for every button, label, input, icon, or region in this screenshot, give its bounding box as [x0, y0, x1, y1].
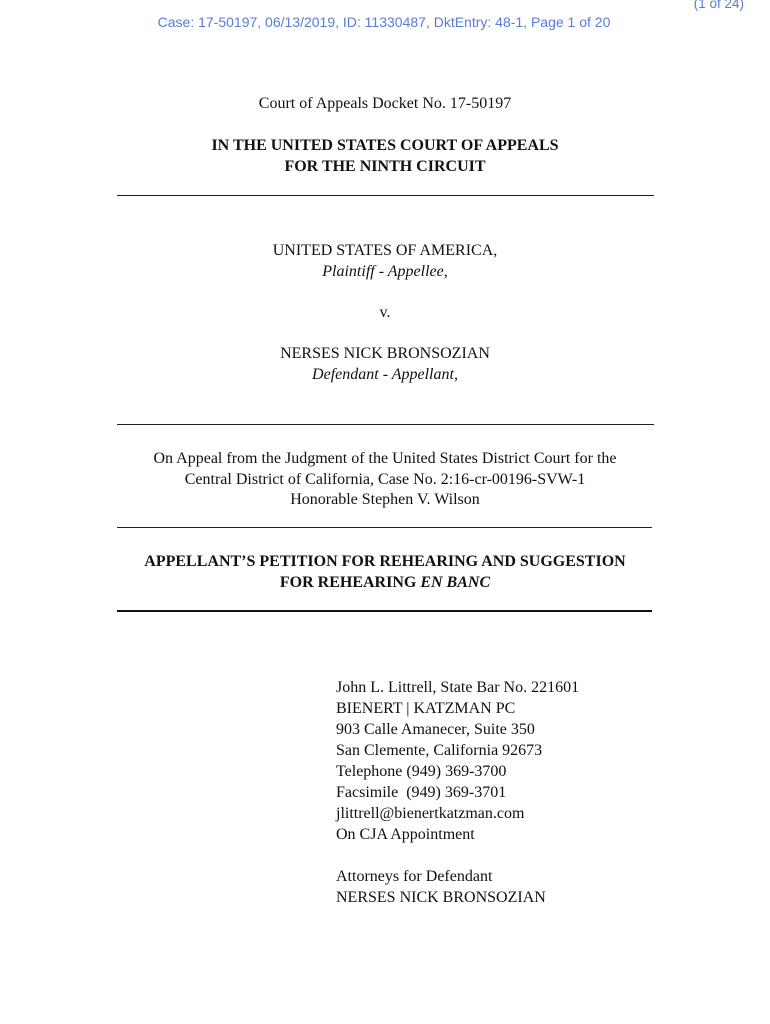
divider-4	[117, 610, 652, 612]
defendant-name: NERSES NICK BRONSOZIAN	[280, 345, 490, 362]
attorney-block	[336, 677, 579, 908]
petition-title-line-1: APPELLANT’S PETITION FOR REHEARING AND SUGGESTION	[144, 553, 626, 570]
petition-title-en-banc: EN BANC	[420, 574, 491, 591]
court-name-line-2: FOR THE NINTH CIRCUIT	[284, 158, 486, 175]
docket-number: Court of Appeals Docket No. 17-50197	[258, 95, 512, 112]
firm-facsimile: Facsimile (949) 369-3701	[336, 784, 507, 801]
divider-3	[117, 527, 652, 528]
cja-appointment: On CJA Appointment	[336, 826, 475, 843]
attorney-name: John L. Littrell, State Bar No. 221601	[336, 679, 580, 696]
divider-1	[117, 195, 654, 196]
firm-city: San Clemente, California 92673	[336, 742, 543, 759]
petition-title-prefix: FOR REHEARING	[279, 574, 421, 591]
plaintiff-role: Plaintiff - Appellee,	[322, 263, 448, 280]
court-name-line-1: IN THE UNITED STATES COURT OF APPEALS	[211, 137, 559, 154]
defendant-role: Defendant - Appellant,	[312, 366, 458, 383]
divider-2	[117, 424, 654, 425]
plaintiff-name: UNITED STATES OF AMERICA,	[272, 242, 498, 259]
firm-street: 903 Calle Amanecer, Suite 350	[336, 721, 535, 738]
appeal-line-3: Honorable Stephen V. Wilson	[290, 491, 480, 508]
case-header-text: Case: 17-50197, 06/13/2019, ID: 11330487, DktEntry: 48-1, Page 1 of 20	[157, 14, 611, 30]
attorneys-for-line: Attorneys for Defendant	[336, 868, 493, 885]
appeal-line-1: On Appeal from the Judgment of the United States District Court for the	[153, 450, 617, 467]
page-count: (1 of 24)	[693, 0, 744, 11]
versus: v.	[379, 304, 391, 321]
attorney-email: jlittrell@bienertkatzman.com	[336, 805, 525, 822]
petition-title-line-2	[0, 573, 770, 593]
case-header	[0, 14, 770, 30]
firm-telephone: Telephone (949) 369-3700	[336, 763, 507, 780]
attorneys-for-client: NERSES NICK BRONSOZIAN	[336, 889, 546, 906]
appeal-line-2: Central District of California, Case No. 2:16-cr-00196-SVW-1	[184, 471, 586, 488]
firm-name: BIENERT | KATZMAN PC	[336, 700, 516, 717]
